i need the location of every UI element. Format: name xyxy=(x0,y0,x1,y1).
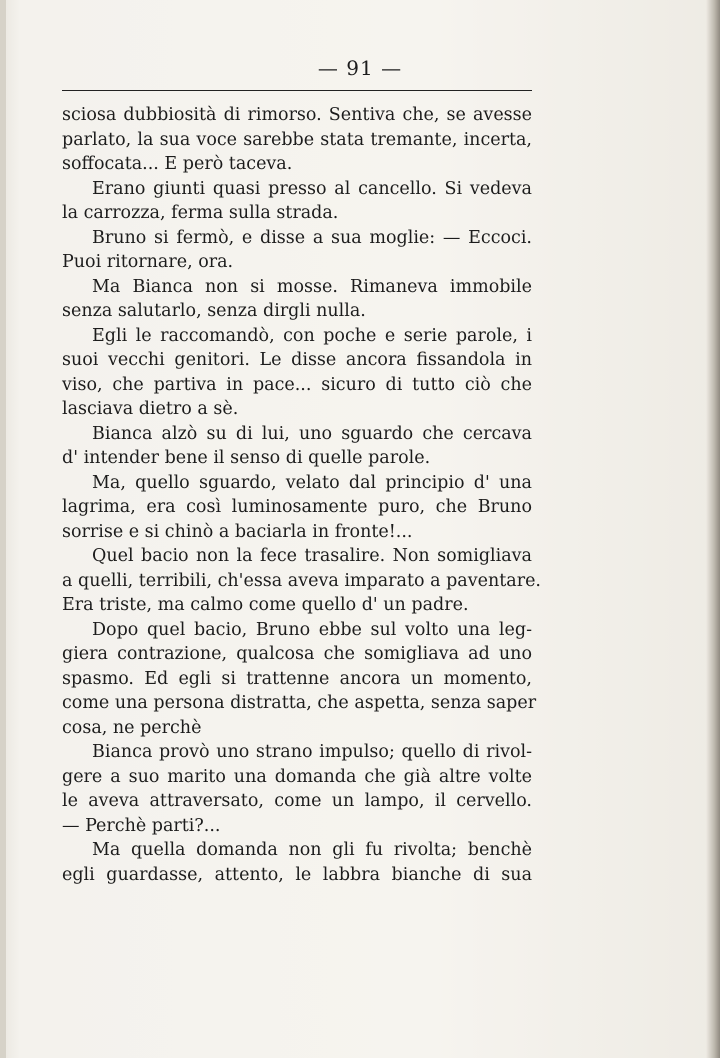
text-line: la carrozza, ferma sulla strada. xyxy=(62,203,339,223)
text-line: senza salutarlo, senza dirgli nulla. xyxy=(62,301,366,321)
text-line: giera contrazione, qualcosa che somigliava ad uno xyxy=(62,644,532,664)
text-line: suoi vecchi genitori. Le disse ancora fissandola in xyxy=(62,350,532,370)
header-rule xyxy=(62,90,532,91)
text-line: Dopo quel bacio, Bruno ebbe sul volto una leg- xyxy=(92,619,532,640)
text-line: cosa, ne perchè xyxy=(62,717,202,738)
text-line: come una persona distratta, che aspetta, senza saper xyxy=(62,693,537,713)
page-binding-shadow xyxy=(706,0,720,1058)
text-line: Egli le raccomandò, con poche e serie parole, i xyxy=(92,325,532,346)
text-line: lagrima, era così luminosamente puro, che Bruno xyxy=(62,497,532,517)
text-line: — Perchè parti?... xyxy=(62,815,221,836)
text-line: sorrise e si chinò a baciarla in fronte!... xyxy=(62,521,413,542)
page-number: — 91 — xyxy=(317,56,403,80)
text-line: Bianca alzò su di lui, uno sguardo che cercava xyxy=(92,423,532,444)
text-line: sciosa dubbiosità di rimorso. Sentiva che, se avesse xyxy=(62,105,532,125)
text-line: le aveva attraversato, come un lampo, il cervello. xyxy=(62,791,532,811)
text-line: Era triste, ma calmo come quello d' un padre. xyxy=(62,595,469,615)
text-line: Erano giunti quasi presso al cancello. Si vedeva xyxy=(92,178,532,199)
body-text xyxy=(62,103,541,887)
text-line: Bianca provò uno strano impulso; quello di rivol- xyxy=(92,742,532,762)
text-line: Ma, quello sguardo, velato dal principio d' una xyxy=(92,472,532,493)
text-line: Ma Bianca non si mosse. Rimaneva immobile xyxy=(92,276,532,297)
text-line: a quelli, terribili, ch'essa aveva imparato a paventare. xyxy=(62,570,541,591)
text-line: gere a suo marito una domanda che già altre volte xyxy=(62,766,532,787)
text-line: Puoi ritornare, ora. xyxy=(62,252,234,272)
text-line: lasciava dietro a sè. xyxy=(62,399,239,419)
page-left-edge xyxy=(0,0,6,1058)
text-line: Quel bacio non la fece trasalire. Non somigliava xyxy=(92,546,532,566)
text-line: soffocata... E però taceva. xyxy=(62,154,293,174)
text-line: egli guardasse, attento, le labbra bianche di sua xyxy=(62,864,532,885)
text-line: Ma quella domanda non gli fu rivolta; benchè xyxy=(92,840,532,860)
text-line: Bruno si fermò, e disse a sua moglie: — Eccoci. xyxy=(92,227,532,248)
text-line: viso, che partiva in pace... sicuro di tutto ciò che xyxy=(62,374,532,395)
text-line: parlato, la sua voce sarebbe stata tremante, incerta, xyxy=(62,129,532,150)
text-line: spasmo. Ed egli si trattenne ancora un momento, xyxy=(62,668,532,689)
text-line: d' intender bene il senso di quelle parole. xyxy=(62,448,431,468)
